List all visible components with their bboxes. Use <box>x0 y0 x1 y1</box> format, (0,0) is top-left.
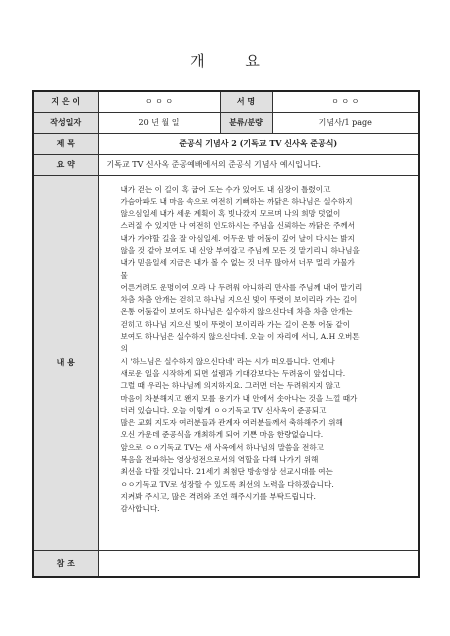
content-line: 많은 교회 지도자 여러분들과 관계자 여러분들께서 축하해주기 위해 <box>120 418 343 428</box>
content-line: 내가 가야할 길을 잘 아심일세. 어두운 밤 어둠이 깊어 날이 다시는 밝지 <box>120 233 355 243</box>
content-line: 않을 것 같아 보여도 내 신앙 부여잡고 주님께 모든 것 맡기리니 하나님을 <box>120 245 360 255</box>
signature-value: ㅇ ㅇ ㅇ <box>272 91 419 112</box>
date-value: 20 년 월 일 <box>98 112 220 133</box>
content-line: 그럴 때 우리는 하나님께 의지하지요. 그러면 더는 두려워지지 않고 <box>120 381 341 391</box>
content-line: 스러질 수 있지만 나 여전히 인도하시는 주님을 신뢰하는 까닭은 주께서 <box>120 221 355 231</box>
content-body <box>98 175 419 550</box>
content-line: 더러 있습니다. 오늘 이렇게 ㅇㅇ기독교 TV 신사옥이 준공되고 <box>120 405 327 415</box>
summary-value: 기독교 TV 신사옥 준공예배에서의 준공식 기념사 예시입니다. <box>98 154 419 175</box>
content-line: 마음이 차분해지고 왠지 모를 용기가 내 안에서 솟아나는 것을 느낄 때가 <box>120 393 358 403</box>
content-line: 가슴아파도 내 마음 속으로 여전히 기뻐하는 까닭은 하나님은 실수하지 <box>120 196 353 206</box>
category-label: 분류/분량 <box>220 112 272 133</box>
content-lines <box>121 184 409 516</box>
content-line: 물 <box>120 270 128 280</box>
content-line: 최선을 다할 것입니다. 21세기 최첨단 방송영상 선교시대를 여는 <box>120 467 333 477</box>
content-line: 어른거려도 운명이여 오라 나 두려워 아니하리 만사를 주님께 내어 맡기리 <box>120 282 363 292</box>
content-line: ㅇㅇ기독교 TV로 성장할 수 있도록 최선의 노력을 다하겠습니다. <box>120 479 334 489</box>
content-line: 앞으로 ㅇㅇ기독교 TV는 새 사옥에서 하나님의 말씀을 전하고 <box>120 442 324 452</box>
signature-label: 서 명 <box>220 91 272 112</box>
reference-label: 참 조 <box>33 550 98 577</box>
summary-form <box>32 90 420 578</box>
content-line: 걷히고 하나님 지으신 빛이 뚜렷이 보이리라 가는 길이 온통 어둠 같이 <box>120 319 351 329</box>
summary-label: 요 약 <box>33 154 98 175</box>
content-line: 온통 어둠같이 보여도 하나님은 실수하지 않으신다네 차츰 차츰 안개는 <box>120 307 353 317</box>
author-value: ㅇ ㅇ ㅇ <box>98 91 220 112</box>
reference-value <box>98 550 419 577</box>
content-line: 복음을 전파하는 영상성전으로서의 역할을 다해 나가기 위해 <box>120 455 319 465</box>
content-line: 차츰 차츰 안개는 걷히고 하나님 지으신 빛이 뚜렷이 보이리라 가는 길이 <box>120 295 358 305</box>
content-line: 내가 걷는 이 길이 혹 굽어 도는 수가 있어도 내 심장이 틀렸이고 <box>120 184 331 194</box>
subject-value: 준공식 기념사 2 (기독교 TV 신사옥 준공식) <box>98 133 419 154</box>
content-line: 감사합니다. <box>120 504 160 514</box>
date-label: 작성일자 <box>33 112 98 133</box>
content-line: 내가 믿음일세 지금은 내가 볼 수 없는 것 너무 많아서 너무 멀리 가물가 <box>120 258 355 268</box>
category-value: 기념사/1 page <box>272 112 419 133</box>
content-label: 내 용 <box>33 175 98 550</box>
content-line: 의 <box>120 344 128 354</box>
author-label: 지 은 이 <box>33 91 98 112</box>
subject-label: 제 목 <box>33 133 98 154</box>
content-line: 지켜봐 주시고, 많은 격려와 조언 해주시기를 부탁드립니다. <box>120 491 316 501</box>
content-line: 오신 가운데 준공식을 개최하게 되어 기쁜 마음 한량없습니다. <box>120 430 324 440</box>
content-line: 보여도 하나님은 실수하지 않으신다네. 오늘 이 자리에 서니, A.H 오버톤 <box>120 332 360 342</box>
content-line: 시 '하느님은 실수하지 않으신다네' 라는 시가 떠오릅니다. 언제나 <box>120 356 335 366</box>
content-line: 않으심일세 내가 세운 계획이 혹 빗나갔지 모르며 나의 희망 덧없이 <box>120 209 341 219</box>
page-title: 개 요 <box>190 52 278 70</box>
content-line: 새로운 일을 시작하게 되면 설렘과 기대감보다는 두려움이 앞섭니다. <box>120 368 346 378</box>
